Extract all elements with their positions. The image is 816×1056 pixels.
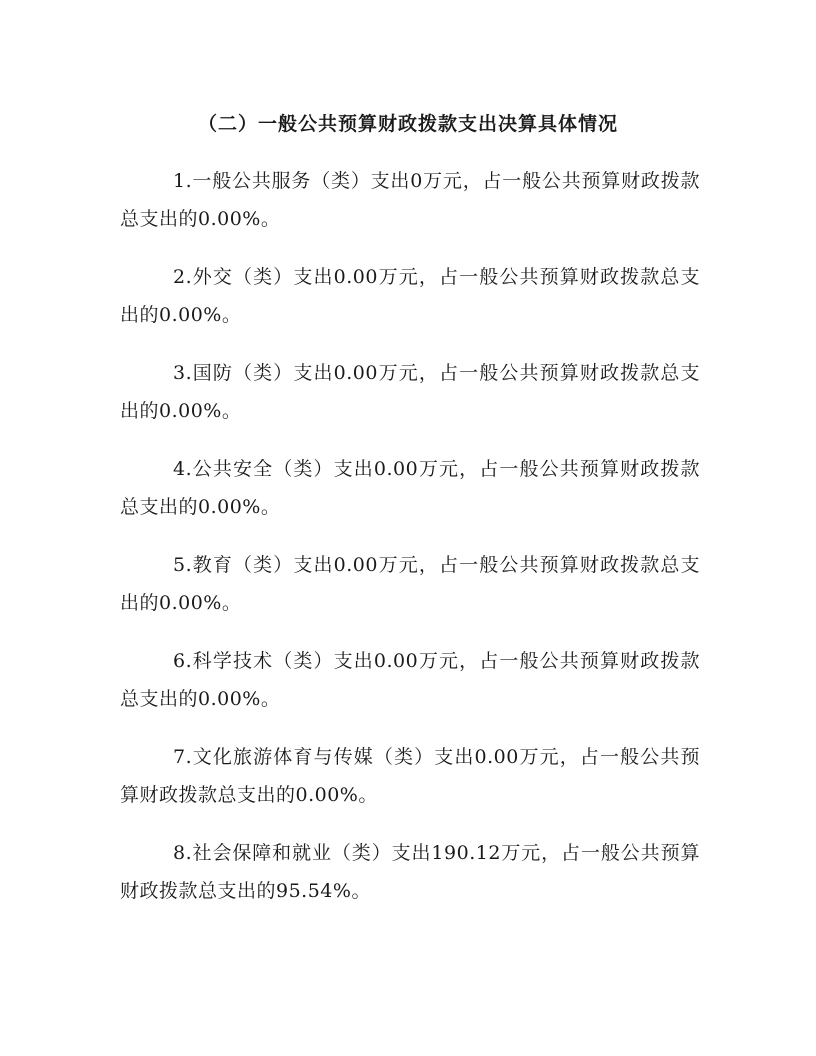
expenditure-item-education: 5.教育（类）支出0.00万元，占一般公共预算财政拨款总支出的0.00%。	[120, 554, 700, 614]
expenditure-item-foreign-affairs: 2.外交（类）支出0.00万元，占一般公共预算财政拨款总支出的0.00%。	[120, 266, 700, 326]
expenditure-list	[120, 162, 700, 930]
section-heading: （二）一般公共预算财政拨款支出决算具体情况	[197, 113, 618, 135]
expenditure-item-national-defense: 3.国防（类）支出0.00万元，占一般公共预算财政拨款总支出的0.00%。	[120, 362, 700, 422]
expenditure-item-public-security: 4.公共安全（类）支出0.00万元，占一般公共预算财政拨款总支出的0.00%。	[120, 458, 700, 518]
expenditure-item-culture-tourism-sports-media: 7.文化旅游体育与传媒（类）支出0.00万元，占一般公共预算财政拨款总支出的0.00%。	[120, 746, 700, 806]
expenditure-item-science-technology: 6.科学技术（类）支出0.00万元，占一般公共预算财政拨款总支出的0.00%。	[120, 650, 700, 710]
expenditure-item-social-security-employment: 8.社会保障和就业（类）支出190.12万元，占一般公共预算财政拨款总支出的95.54%。	[120, 842, 700, 902]
expenditure-item-general-public-services: 1.一般公共服务（类）支出0万元，占一般公共预算财政拨款总支出的0.00%。	[120, 170, 700, 230]
